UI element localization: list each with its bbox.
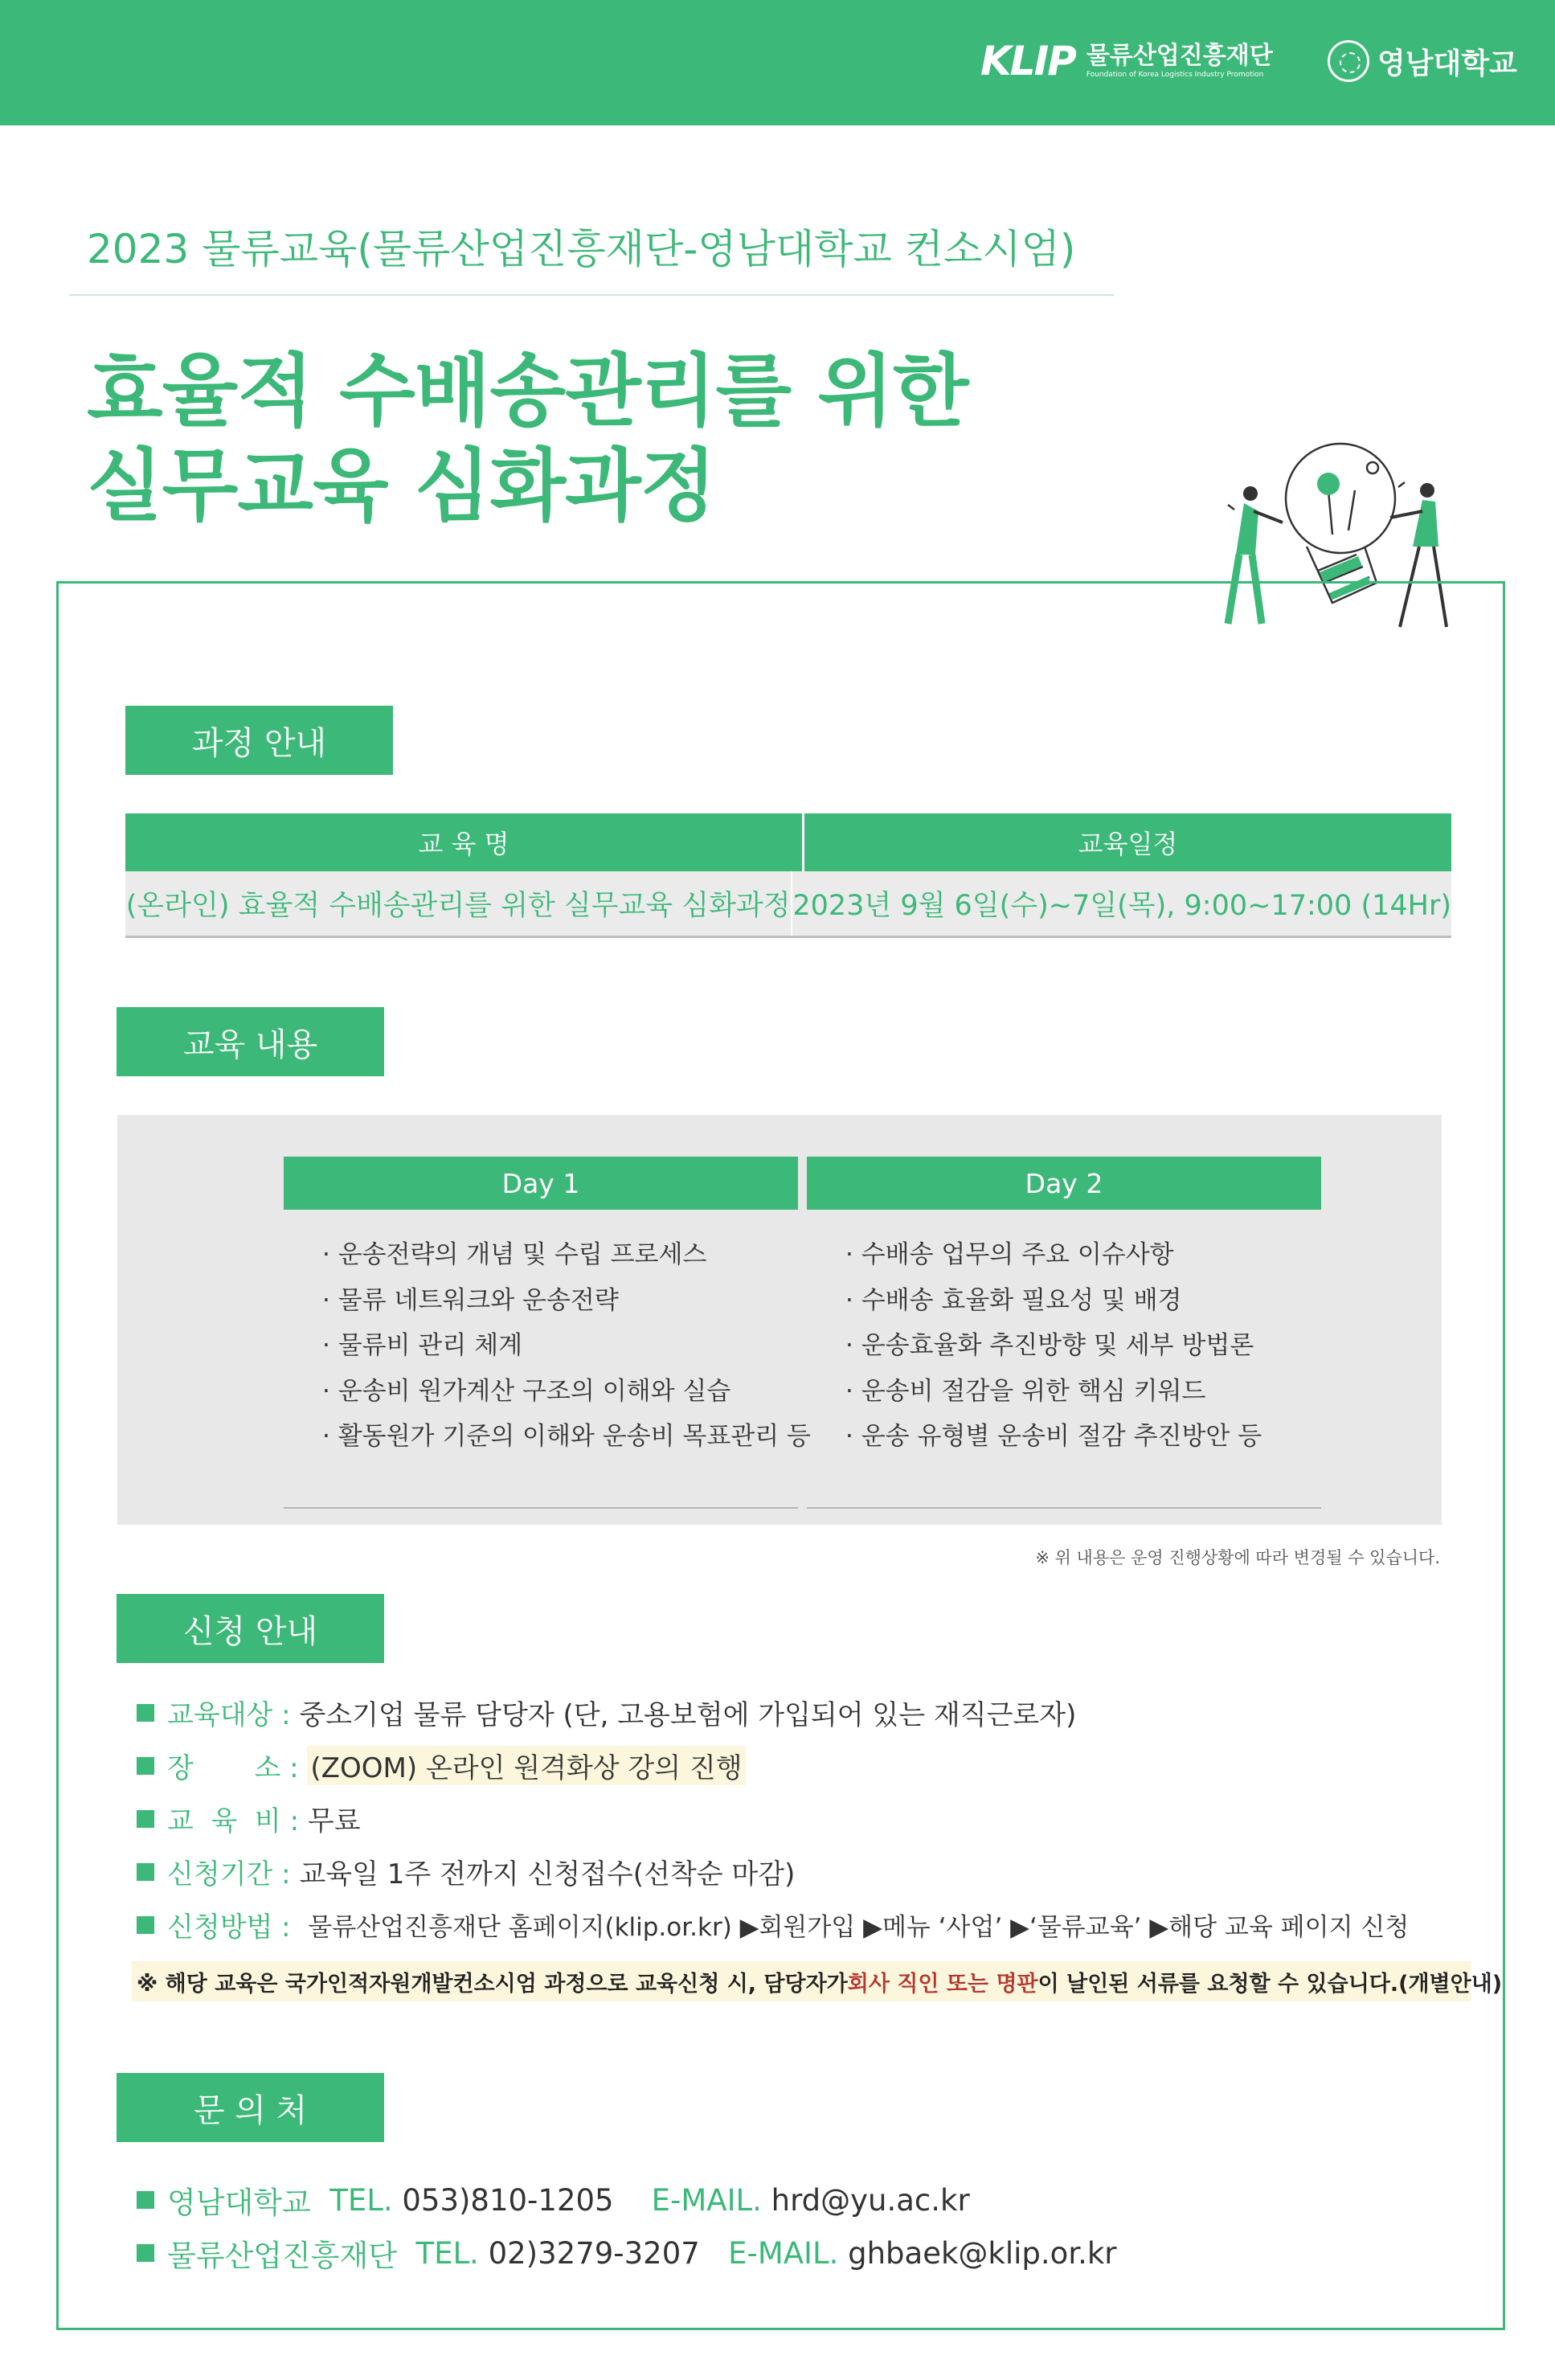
list-item: · 운송 유형별 운송비 절감 추진방안 등 — [845, 1422, 1262, 1451]
title-line-2: 실무교육 심화과정 — [87, 440, 716, 532]
day1-list — [284, 1210, 812, 1509]
header-bar — [0, 0, 1555, 125]
list-item: · 물류비 관리 체계 — [322, 1331, 523, 1360]
period-value: 교육일 1주 전까지 신청접수(선착순 마감) — [299, 1858, 796, 1890]
email-label: E-MAIL. — [651, 2182, 762, 2218]
email-label: E-MAIL. — [728, 2235, 839, 2271]
day2-list — [807, 1210, 1321, 1509]
caution-highlight: 회사 직인 또는 명판 — [847, 1971, 1038, 1997]
list-item: · 수배송 효율화 필요성 및 배경 — [845, 1285, 1182, 1315]
target-value: 중소기업 물류 담당자 (단, 고용보험에 가입되어 있는 재직근로자) — [299, 1699, 1077, 1731]
list-item — [137, 1799, 361, 1838]
contact-tel[interactable]: 02)3279-3207 — [488, 2235, 700, 2271]
method-label: 신청방법 : — [167, 1911, 291, 1944]
place-label: 장 소 : — [167, 1752, 299, 1784]
program-subtitle: 2023 물류교육(물류산업진흥재단-영남대학교 컨소시엄) — [87, 226, 1076, 272]
list-item — [137, 1693, 1076, 1732]
day1-title: Day 1 — [284, 1157, 798, 1210]
header-course-name: 교 육 명 — [125, 813, 804, 871]
day2-column — [807, 1157, 1321, 1509]
consortium-caution — [132, 1961, 1503, 2001]
tel-label: TEL. — [415, 2235, 479, 2271]
contact-org: 영남대학교 — [167, 2185, 311, 2220]
list-item: · 운송효율화 추진방향 및 세부 방법론 — [845, 1331, 1254, 1360]
course-table — [125, 813, 1451, 938]
course-table-header — [125, 813, 1451, 871]
place-value: (ZOOM) 온라인 원격화상 강의 진행 — [307, 1746, 745, 1785]
bullet-square-icon — [137, 1704, 154, 1722]
list-item — [137, 1905, 1409, 1944]
bullet-square-icon — [137, 1757, 154, 1775]
yu-logo — [1328, 40, 1517, 82]
day2-title: Day 2 — [807, 1157, 1321, 1210]
list-item: · 운송비 절감을 위한 핵심 키워드 — [845, 1376, 1206, 1406]
bullet-square-icon — [137, 2191, 154, 2209]
section-apply-label: 신청 안내 — [117, 1594, 384, 1663]
section-course-label: 과정 안내 — [125, 706, 393, 775]
contact-row — [137, 2178, 970, 2222]
list-item: · 운송비 원가계산 구조의 이해와 실습 — [322, 1376, 731, 1406]
contact-email[interactable]: ghbaek@klip.or.kr — [848, 2235, 1117, 2271]
fee-label: 교 육 비 : — [167, 1805, 300, 1837]
list-item: · 수배송 업무의 주요 이슈사항 — [845, 1240, 1174, 1269]
period-label: 신청기간 : — [167, 1858, 291, 1890]
tel-label: TEL. — [329, 2182, 393, 2218]
list-item: · 물류 네트워크와 운송전략 — [322, 1285, 619, 1315]
contact-org: 물류산업진흥재단 — [167, 2239, 397, 2273]
curriculum-box — [117, 1115, 1442, 1525]
list-item: · 활동원가 기준의 이해와 운송비 목표관리 등 — [322, 1422, 812, 1451]
klip-subtitle: Foundation of Korea Logistics Industry Promotion — [1086, 71, 1264, 79]
table-row — [125, 871, 1451, 938]
course-name: (온라인) 효율적 수배송관리를 위한 실무교육 심화과정 — [125, 871, 792, 936]
contact-tel[interactable]: 053)810-1205 — [402, 2182, 614, 2218]
klip-mark: KLIP — [980, 38, 1075, 84]
title-line-1: 효율적 수배송관리를 위한 — [87, 346, 968, 437]
bullet-square-icon — [137, 1810, 154, 1828]
bullet-square-icon — [137, 1916, 154, 1934]
method-value: 물류산업진흥재단 홈페이지(klip.or.kr) ▶회원가입 ▶메뉴 ‘사업’ ▶‘물류교육’ ▶해당 교육 페이지 신청 — [308, 1913, 1410, 1942]
target-label: 교육대상 : — [167, 1699, 291, 1731]
header-course-schedule: 교육일정 — [804, 813, 1451, 871]
day1-column — [284, 1157, 812, 1509]
klip-name: 물류산업진흥재단 — [1086, 42, 1273, 70]
fee-value: 무료 — [307, 1805, 361, 1837]
klip-logo — [980, 34, 1273, 88]
list-item — [137, 1852, 795, 1891]
caution-text-end: 이 날인된 서류를 요청할 수 있습니다.(개별안내) — [1037, 1971, 1503, 1997]
course-schedule: 2023년 9월 6일(수)~7일(목), 9:00~17:00 (14Hr) — [792, 890, 1451, 922]
university-seal-icon — [1328, 40, 1369, 82]
section-contact-label: 문 의 처 — [117, 2073, 384, 2142]
caution-text-start: ※ 해당 교육은 국가인적자원개발컨소시엄 과정으로 교육신청 시, 담당자가 — [137, 1971, 848, 1997]
bullet-square-icon — [137, 2244, 154, 2262]
section-content-label: 교육 내용 — [117, 1007, 384, 1076]
bullet-square-icon — [137, 1863, 154, 1881]
subtitle-divider — [69, 294, 1114, 296]
yu-name: 영남대학교 — [1377, 47, 1517, 80]
list-item — [137, 1746, 746, 1785]
page-title — [87, 344, 968, 534]
change-notice: ※ 위 내용은 운영 진행상황에 따라 변경될 수 있습니다. — [1035, 1548, 1440, 1567]
contact-email[interactable]: hrd@yu.ac.kr — [771, 2182, 970, 2218]
list-item: · 운송전략의 개념 및 수립 프로세스 — [322, 1240, 707, 1269]
contact-row — [137, 2231, 1117, 2275]
